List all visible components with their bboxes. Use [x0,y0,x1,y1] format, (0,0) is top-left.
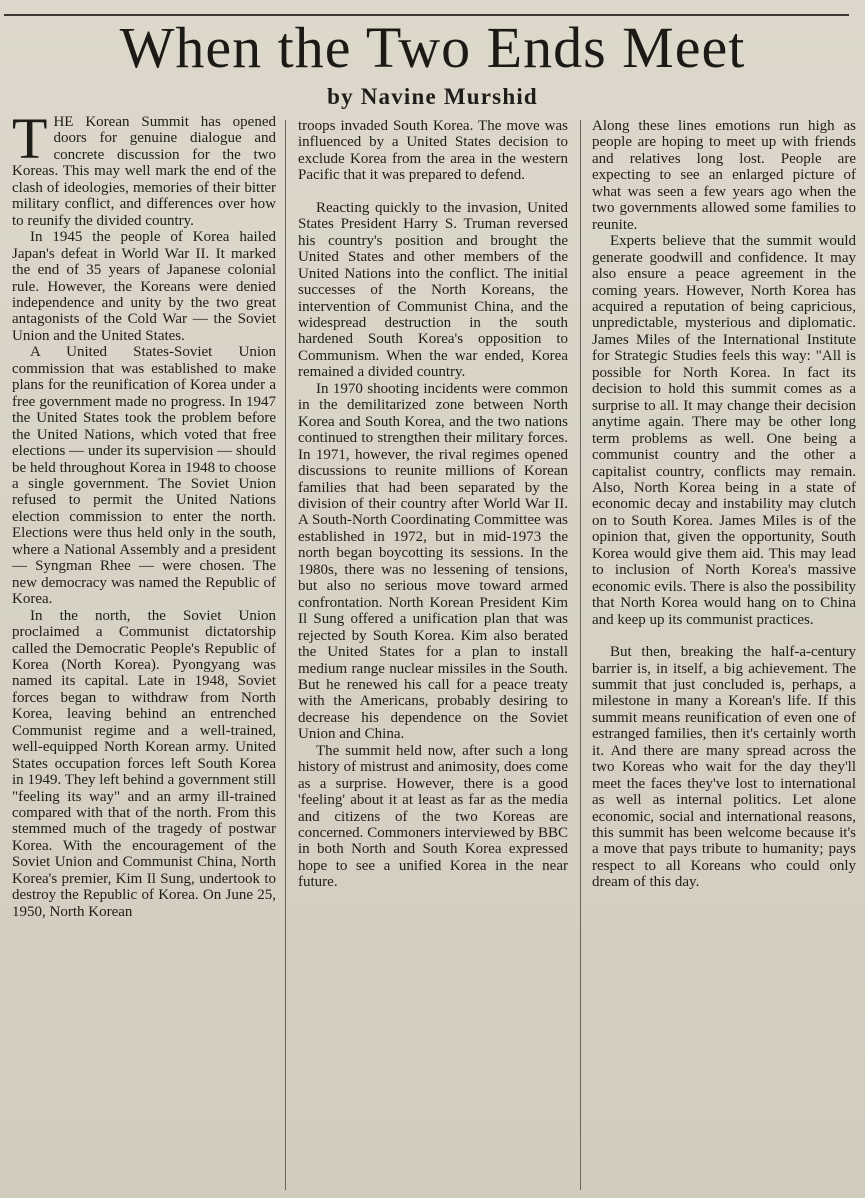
column-1 [12,106,276,920]
paragraph: THE Korean Summit has opened doors for genuine dialogue and concrete discussion for the two Koreas. This may well mark the end of the clash of ideologies, memories of their bitter military conflict, and differences over how to reunify the divided country. [12,106,276,229]
paragraph: In 1970 shooting incidents were common in the demilitarized zone between North Korea and South Korea, and the two nations continued to strengthen their military forces. In 1971, however, the rival regimes opened discussions to reunite millions of Korean families that had been separated by the division of their country after World War II. A South-North Coordinating Committee was established in 1972, but in mid-1973 the north began boycotting its sessions. In the 1980s, there was no lessening of tensions, but also no serious move toward armed confrontation. North Korean President Kim Il Sung offered a unification plan that was rejected by South Korea. Kim also berated the United States for a plan to install medium range nuclear missiles in the South. But he renewed his call for a peace treaty with the Americans, probably desiring to decrease his dependence on the Soviet Union and China. [298,380,568,743]
paragraph: In 1945 the people of Korea hailed Japan's defeat in World War II. It marked the end of 35 years of Japanese colonial rule. However, the Koreans were denied independence and unity by the two great antagonists of the Cold War — the Soviet Union and the United States. [12,229,276,344]
byline: by Navine Murshid [327,84,538,109]
drop-cap: T [12,106,48,171]
paragraph: In the north, the Soviet Union proclaimed a Communist dictatorship called the Democratic People's Republic of Korea (North Korea). Pyongyang was named its capital. Late in 1948, Soviet forces began to withdraw from North Korea, leaving behind an entrenched Communist regime and a well-trained, well-equipped North Korean army. United States occupation forces left South Korea in 1949. They left behind a government still "feeling its way" and an army ill-trained compared with that of the north. From this stemmed much of the tragedy of postwar Korea. With the encouragement of the Soviet Union and Communist China, North Korea's premier, Kim Il Sung, undertook to destroy the Republic of Korea. On June 25, 1950, North Korean [12,607,276,920]
paragraph: A United States-Soviet Union commission that was established to make plans for the reunification of Korea under a free government made no progress. In 1947 the United States took the problem before the United Nations, which voted that free elections — under its supervision — should be held throughout Korea in 1948 to choose a single government. The Soviet Union refused to permit the United Nations election commission to enter the north. Elections were thus held only in the south, where a National Assembly and a president — Syngman Rhee — were chosen. The new democracy was named the Republic of Korea. [12,344,276,608]
paragraph: But then, breaking the half-a-century barrier is, in itself, a big achievement. The summit that just concluded is, perhaps, a milestone in many a Korean's life. If this summit means reunification of even one of estranged families, then it's certainly worth it. And there are many spread across the two Koreas who wait for the day they'll meet the faces they've lost to international as well as internal politics. Let alone economic, social and international reasons, this summit has been welcome because it's a move that pays tribute to humanity; pays respect to all Koreans who could only dream of this day. [592,644,856,891]
paragraph: Along these lines emotions run high as people are hoping to meet up with friends and relatives long lost. People are expecting to see an enlarged picture of what was seen a few years ago when the two governments allowed some families to reunite. [592,118,856,233]
column-3 [592,118,856,891]
column-divider-1 [285,120,286,1190]
column-2 [298,118,568,891]
paragraph: troops invaded South Korea. The move was influenced by a United States decision to exclude Korea from the area in the western Pacific that it was prepared to defend. [298,118,568,184]
paragraph: The summit held now, after such a long history of mistrust and animosity, does come as a surprise. However, there is a good 'feeling' about it at least as far as the media and citizens of the two Koreas are concerned. Commoners interviewed by BBC in both North and South Korea expressed hope to see a unified Korea in the near future. [298,742,568,891]
headline: When the Two Ends Meet [119,15,746,80]
paragraph: Reacting quickly to the invasion, United States President Harry S. Truman reversed his country's position and brought the United States and other members of the United Nations into the conflict. The initial successes of the North Koreans, the intervention of Communist China, and the widespread destruction in the south hardened South Korea's opposition to Communism. When the war ended, Korea remained a divided country. [298,199,568,381]
column-divider-2 [580,120,581,1190]
paragraph: Experts believe that the summit would generate goodwill and confidence. It may also ensure a peace agreement in the coming years. However, North Korea has acquired a reputation of being capricious, unpredictable, mysterious and diplomatic. James Miles of the International Institute for Strategic Studies feels this way: "All is possible for North Korea. In fact its decision to hold this summit comes as a surprise to all. It may change their decision anytime again. There may be other long term problems as well. One being a communist country and the other a capitalist country, conflicts may remain. Also, North Korea being in a state of economic decay and instability may clutch on to South Korea. James Miles is of the opinion that, given the opportunity, South Korea would give them aid. This may lead to inclusion of North Korea's massive economic evils. There is also the possibility that North Korea would hang on to China and keep up its communist practices. [592,233,856,628]
